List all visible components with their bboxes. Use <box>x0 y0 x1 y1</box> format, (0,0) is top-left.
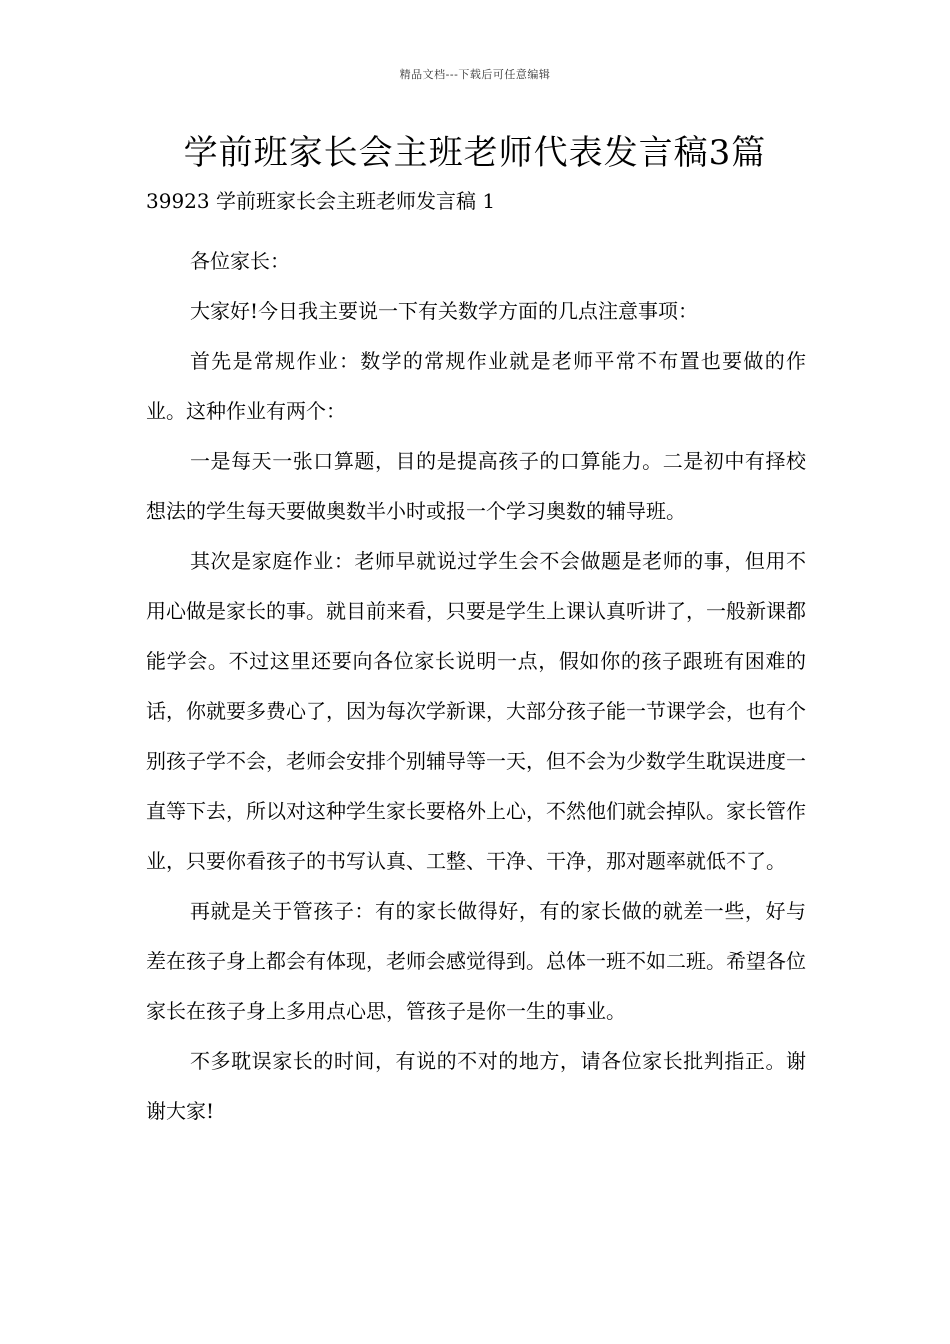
routine-homework-paragraph: 首先是常规作业：数学的常规作业就是老师平常不布置也要做的作业。这种作业有两个： <box>146 349 806 423</box>
document-title: 学前班家长会主班老师代表发言稿3篇 <box>183 133 767 173</box>
home-homework-paragraph: 其次是家庭作业：老师早就说过学生会不会做题是老师的事，但用不用心做是家长的事。就目前来看，只要是学生上课认真听讲了，一般新课都能学会。不过这里还要向各位家长说明一点，假如你的孩子跟班有困难的话，你就要多费心了，因为每次学新课，大部分孩子能一节课学会，也有个别孩子学不会，老师会安排个别辅导等一天，但不会为少数学生耽误进度一直等下去，所以对这种学生家长要格外上心，不然他们就会掉队。家长管作业，只要你看孩子的书写认真、工整、干净、干净，那对题率就低不了。 <box>146 549 806 873</box>
section-subheading: 39923 学前班家长会主班老师发言稿 1 <box>146 189 496 213</box>
intro-paragraph: 大家好!今日我主要说一下有关数学方面的几点注意事项： <box>190 299 699 323</box>
closing-paragraph: 不多耽误家长的时间，有说的不对的地方，请各位家长批判指正。谢谢大家! <box>146 1049 806 1123</box>
greeting-paragraph: 各位家长： <box>190 249 290 273</box>
managing-children-paragraph: 再就是关于管孩子：有的家长做得好，有的家长做的就差一些，好与差在孩子身上都会有体现，老师会感觉得到。总体一班不如二班。希望各位家长在孩子身上多用点心思，管孩子是你一生的事业。 <box>146 899 806 1023</box>
speech-body <box>146 236 806 1136</box>
two-tasks-paragraph: 一是每天一张口算题，目的是提高孩子的口算能力。二是初中有择校想法的学生每天要做奥数半小时或报一个学习奥数的辅导班。 <box>146 449 806 523</box>
header-note: 精品文档---下载后可任意编辑 <box>399 68 551 81</box>
